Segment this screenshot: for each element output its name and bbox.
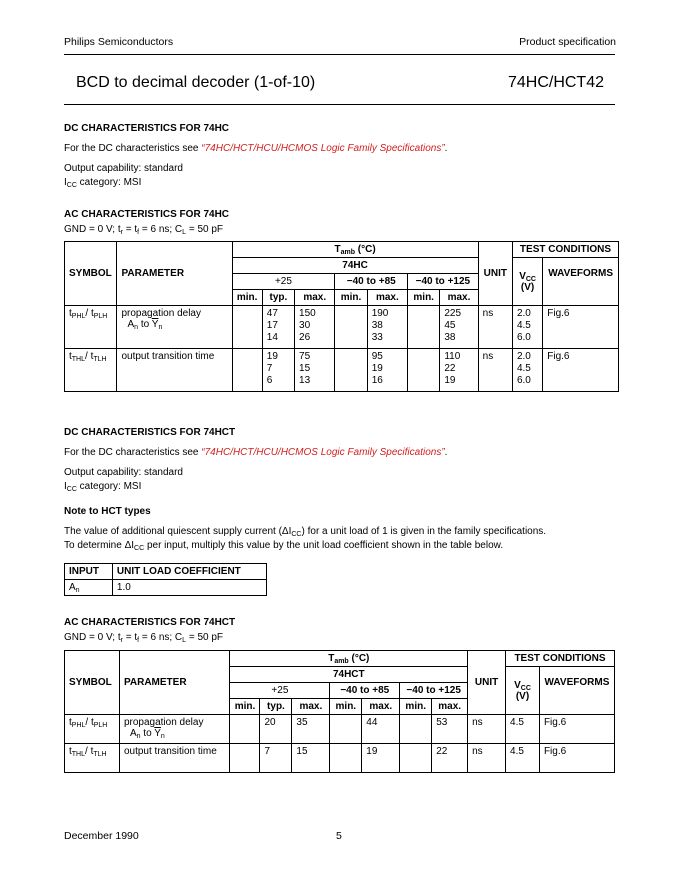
min85-cell <box>330 715 362 744</box>
col-unit: UNIT <box>478 242 512 306</box>
max125-cell: 225 45 38 <box>440 306 478 349</box>
col-family: 74HC <box>232 258 478 274</box>
dc-74hc-output-cap: Output capability: standard <box>64 163 183 174</box>
table-row <box>65 715 615 744</box>
family-spec-link[interactable]: “74HC/HCT/HCU/HCMOS Logic Family Specifications” <box>201 447 445 458</box>
min25-cell <box>230 715 260 744</box>
col-parameter: PARAMETER <box>119 651 230 715</box>
table-row <box>65 580 267 596</box>
min85-cell <box>330 744 362 773</box>
header-rule <box>64 54 615 55</box>
col-vcc: $V_{CC}$ (V) <box>512 258 542 306</box>
col-min: min. <box>408 290 440 306</box>
unit-cell: ns <box>478 306 512 349</box>
col-min: min. <box>330 699 362 715</box>
col-tamb: $T_{amb}$ (°C) <box>232 242 478 258</box>
header-company: Philips Semiconductors <box>64 36 174 48</box>
title-rule <box>64 104 615 105</box>
typ25-cell: 20 <box>260 715 292 744</box>
symbol-cell: $t_{THL}/$ $t_{TLH}$ <box>65 349 117 392</box>
min125-cell <box>408 306 440 349</box>
col-typ: typ. <box>260 699 292 715</box>
col-waveforms: WAVEFORMS <box>539 667 614 715</box>
col-min: min. <box>400 699 432 715</box>
col-symbol: SYMBOL <box>65 242 117 306</box>
ac-74hct-heading: AC CHARACTERISTICS FOR 74HCT <box>64 617 236 628</box>
header-doc-type: Product specification <box>519 36 616 48</box>
ac-74hct-conditions: GND = 0 V; $t_r = t_f = 6$ ns; $C_L = 50$ pF <box>64 632 224 644</box>
col-symbol: SYMBOL <box>65 651 120 715</box>
dc-74hc-intro: For the DC characteristics see “74HC/HCT/HCU/HCMOS Logic Family Specifications”. <box>64 143 448 154</box>
footer-date: December 1990 <box>64 830 139 842</box>
max125-cell: 53 <box>432 715 468 744</box>
ac-74hc-heading: AC CHARACTERISTICS FOR 74HC <box>64 209 230 220</box>
col-parameter: PARAMETER <box>117 242 232 306</box>
col-temp-25: +25 <box>232 274 335 290</box>
parameter-cell: propagation delay $A_n$ to $\overline{Y}_n$ <box>119 715 230 744</box>
col-max: max. <box>295 290 335 306</box>
max25-cell: 150 30 26 <box>295 306 335 349</box>
max25-cell: 35 <box>292 715 330 744</box>
vcc-cell: 4.5 <box>506 715 540 744</box>
col-max: max. <box>440 290 478 306</box>
part-number: 74HC/HCT42 <box>507 74 604 91</box>
note-line-1: The value of additional quiescent supply current $(\Delta I_{CC})$ for a unit load of 1 is given in the family specifications. <box>64 526 547 538</box>
unit-cell: ns <box>478 349 512 392</box>
col-unit: UNIT <box>468 651 506 715</box>
min25-cell <box>230 744 260 773</box>
coefficient-cell: 1.0 <box>112 580 266 596</box>
col-test-conditions: TEST CONDITIONS <box>512 242 618 258</box>
parameter-cell: propagation delay $A_n$ to $\overline{Y}_n$ <box>117 306 232 349</box>
parameter-cell: output transition time <box>119 744 230 773</box>
note-heading: Note to HCT types <box>64 506 151 517</box>
symbol-cell: $t_{PHL}/$ $t_{PLH}$ <box>65 715 120 744</box>
min85-cell <box>335 306 367 349</box>
col-max: max. <box>362 699 400 715</box>
min125-cell <box>400 744 432 773</box>
max85-cell: 95 19 16 <box>367 349 407 392</box>
waveform-cell: Fig.6 <box>543 349 619 392</box>
ac-74hc-table <box>64 241 619 392</box>
max85-cell: 19 <box>362 744 400 773</box>
col-min: min. <box>335 290 367 306</box>
page-title: BCD to decimal decoder (1-of-10) <box>76 74 316 91</box>
unit-cell: ns <box>468 744 506 773</box>
waveform-cell: Fig.6 <box>539 744 614 773</box>
family-spec-link[interactable]: “74HC/HCT/HCU/HCMOS Logic Family Specifications” <box>201 143 445 154</box>
dc-74hc-icc: $I_{CC}$ category: MSI <box>64 177 142 189</box>
col-temp-125: −40 to +125 <box>408 274 479 290</box>
col-vcc: $V_{CC}$ (V) <box>506 667 540 715</box>
min85-cell <box>335 349 367 392</box>
table-row <box>65 349 619 392</box>
max25-cell: 15 <box>292 744 330 773</box>
col-test-conditions: TEST CONDITIONS <box>506 651 615 667</box>
min25-cell <box>232 349 262 392</box>
waveform-cell: Fig.6 <box>539 715 614 744</box>
dc-74hc-heading: DC CHARACTERISTICS FOR 74HC <box>64 123 230 134</box>
page-number: 5 <box>336 830 342 842</box>
symbol-cell: $t_{PHL}/$ $t_{PLH}$ <box>65 306 117 349</box>
col-family: 74HCT <box>230 667 468 683</box>
ac-74hct-table <box>64 650 615 773</box>
vcc-cell: 4.5 <box>506 744 540 773</box>
max25-cell: 75 15 13 <box>295 349 335 392</box>
max85-cell: 44 <box>362 715 400 744</box>
waveform-cell: Fig.6 <box>543 306 619 349</box>
vcc-cell: 2.0 4.5 6.0 <box>512 306 542 349</box>
col-input: INPUT <box>65 564 113 580</box>
max125-cell: 110 22 19 <box>440 349 478 392</box>
max125-cell: 22 <box>432 744 468 773</box>
col-temp-25: +25 <box>230 683 330 699</box>
col-min: min. <box>230 699 260 715</box>
symbol-cell: $t_{THL}/$ $t_{TLH}$ <box>65 744 120 773</box>
vcc-cell: 2.0 4.5 6.0 <box>512 349 542 392</box>
max85-cell: 190 38 33 <box>367 306 407 349</box>
typ25-cell: 19 7 6 <box>262 349 294 392</box>
col-max: max. <box>292 699 330 715</box>
note-line-2: To determine $\Delta I_{CC}$ per input, multiply this value by the unit load coefficient shown in the table below. <box>64 540 504 552</box>
dc-74hct-output-cap: Output capability: standard <box>64 467 183 478</box>
parameter-cell: output transition time <box>117 349 232 392</box>
dc-74hct-icc: $I_{CC}$ category: MSI <box>64 481 142 493</box>
col-max: max. <box>432 699 468 715</box>
typ25-cell: 47 17 14 <box>262 306 294 349</box>
table-row <box>65 306 619 349</box>
dc-74hct-intro: For the DC characteristics see “74HC/HCT/HCU/HCMOS Logic Family Specifications”. <box>64 447 448 458</box>
col-unit-load: UNIT LOAD COEFFICIENT <box>112 564 266 580</box>
min125-cell <box>408 349 440 392</box>
unit-cell: ns <box>468 715 506 744</box>
typ25-cell: 7 <box>260 744 292 773</box>
unit-load-table <box>64 563 267 596</box>
min25-cell <box>232 306 262 349</box>
col-min: min. <box>232 290 262 306</box>
input-cell: $A_n$ <box>65 580 113 596</box>
col-temp-85: −40 to +85 <box>335 274 408 290</box>
col-typ: typ. <box>262 290 294 306</box>
ac-74hc-conditions: GND = 0 V; $t_r = t_f = 6$ ns; $C_L = 50$ pF <box>64 224 224 236</box>
col-temp-125: −40 to +125 <box>400 683 468 699</box>
table-row <box>65 744 615 773</box>
dc-74hct-heading: DC CHARACTERISTICS FOR 74HCT <box>64 427 236 438</box>
col-temp-85: −40 to +85 <box>330 683 400 699</box>
col-tamb: $T_{amb}$ (°C) <box>230 651 468 667</box>
col-waveforms: WAVEFORMS <box>543 258 619 306</box>
col-max: max. <box>367 290 407 306</box>
min125-cell <box>400 715 432 744</box>
